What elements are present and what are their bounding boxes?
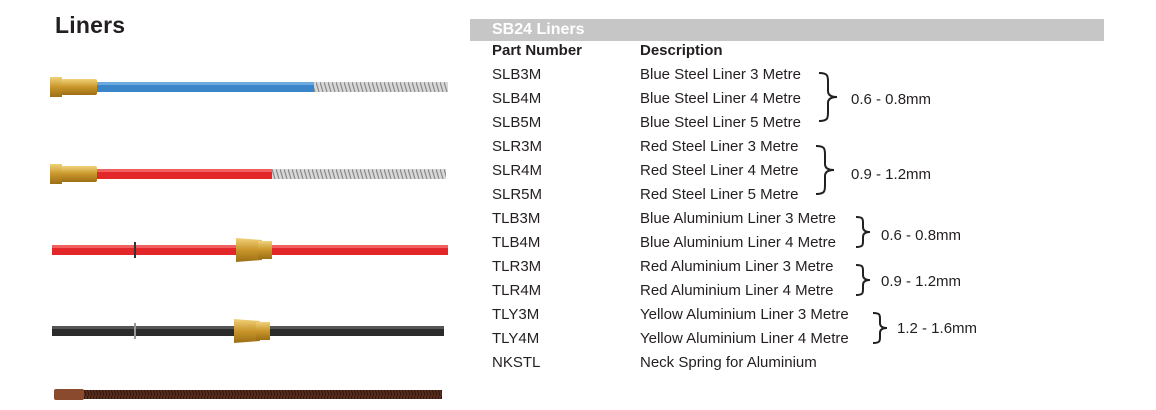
neck-spring-image: [48, 380, 452, 410]
description-cell: Red Steel Liner 4 Metre: [640, 162, 799, 179]
column-header-description: Description: [640, 42, 723, 59]
red-steel-liner-image: [48, 159, 452, 189]
page-title: Liners: [55, 12, 126, 38]
right-brace-icon: [870, 310, 892, 346]
size-range-label: 1.2 - 1.6mm: [897, 320, 978, 337]
part-number-cell: TLB4M: [492, 234, 541, 251]
black-aluminium-liner-image: [48, 316, 452, 346]
right-brace-icon: [813, 143, 839, 197]
description-cell: Red Aluminium Liner 3 Metre: [640, 258, 834, 275]
description-cell: Yellow Aluminium Liner 4 Metre: [640, 330, 849, 347]
part-number-cell: SLR5M: [492, 186, 543, 203]
description-cell: Red Aluminium Liner 4 Metre: [640, 282, 834, 299]
description-cell: Blue Steel Liner 3 Metre: [640, 66, 801, 83]
part-number-cell: TLB3M: [492, 210, 541, 227]
part-number-cell: SLB4M: [492, 90, 542, 107]
part-number-cell: SLB3M: [492, 66, 542, 83]
description-cell: Blue Aluminium Liner 4 Metre: [640, 234, 836, 251]
part-number-cell: SLB5M: [492, 114, 542, 131]
part-number-cell: SLR3M: [492, 138, 543, 155]
table-title: SB24 Liners: [492, 21, 585, 38]
size-range-label: 0.6 - 0.8mm: [851, 91, 932, 108]
size-range-label: 0.9 - 1.2mm: [851, 166, 932, 183]
description-cell: Red Steel Liner 3 Metre: [640, 138, 799, 155]
part-number-cell: TLY3M: [492, 306, 540, 323]
size-range-label: 0.6 - 0.8mm: [881, 227, 962, 244]
part-number-cell: TLR4M: [492, 282, 542, 299]
part-number-cell: TLR3M: [492, 258, 542, 275]
description-cell: Blue Steel Liner 4 Metre: [640, 90, 801, 107]
blue-steel-liner-image: [48, 72, 452, 102]
description-cell: Neck Spring for Aluminium: [640, 354, 817, 371]
table-header-bar: [470, 19, 1104, 41]
part-number-cell: SLR4M: [492, 162, 543, 179]
column-header-part-number: Part Number: [492, 42, 583, 59]
part-number-cell: TLY4M: [492, 330, 540, 347]
description-cell: Blue Aluminium Liner 3 Metre: [640, 210, 836, 227]
right-brace-icon: [853, 262, 875, 298]
description-cell: Blue Steel Liner 5 Metre: [640, 114, 801, 131]
description-cell: Red Steel Liner 5 Metre: [640, 186, 799, 203]
size-range-label: 0.9 - 1.2mm: [881, 273, 962, 290]
right-brace-icon: [816, 70, 842, 124]
red-aluminium-liner-image: [48, 235, 452, 265]
part-number-cell: NKSTL: [492, 354, 541, 371]
description-cell: Yellow Aluminium Liner 3 Metre: [640, 306, 849, 323]
right-brace-icon: [853, 214, 875, 250]
